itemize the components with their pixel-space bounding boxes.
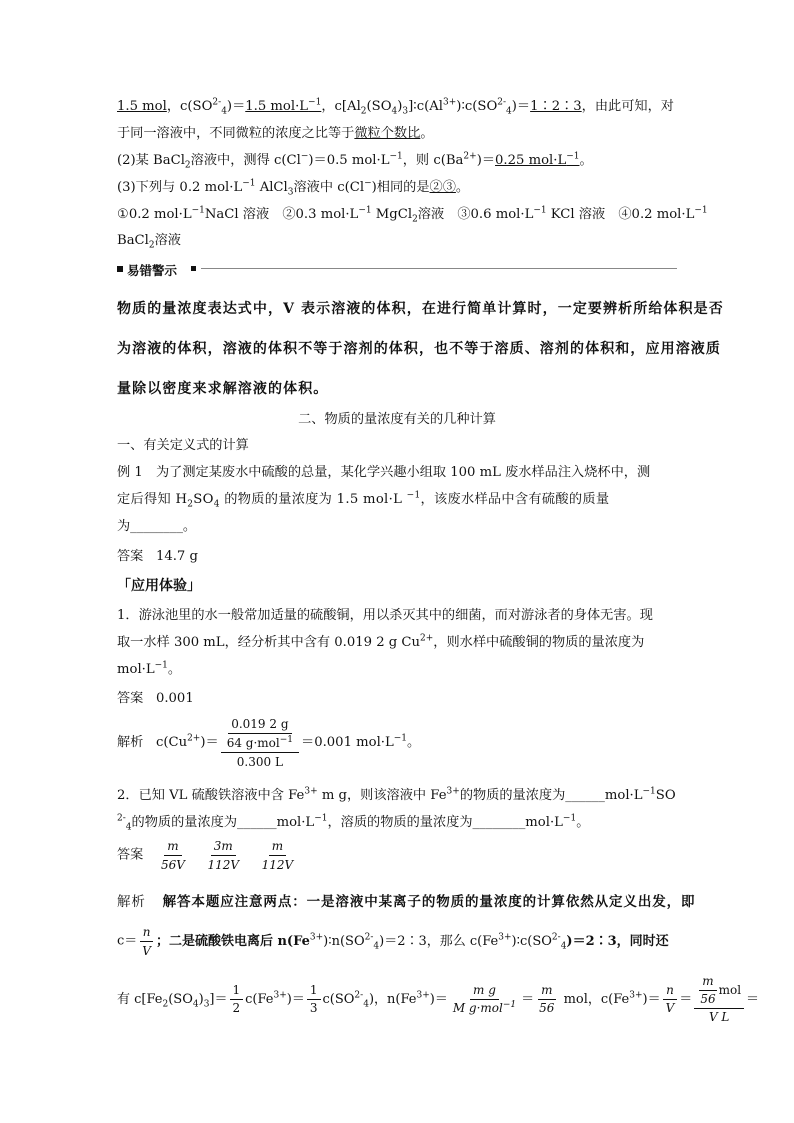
superscript: −1 [406, 490, 421, 501]
fraction [697, 974, 718, 1007]
subscript: 2 [412, 214, 418, 225]
text: m g，则该溶液中 Fe [317, 788, 447, 803]
warning-text-line: 为溶液的体积，溶液的体积不等于溶剂的体积，也不等于溶质、溶剂的体积和，应用溶液质 [117, 341, 721, 357]
fraction-numerator: m [538, 983, 555, 1000]
text: 1.5 mol·L [245, 99, 309, 114]
text: 定后得知 H [117, 492, 188, 507]
warning-label: 易错警示 [127, 263, 178, 278]
fraction-denominator: 112V [261, 858, 294, 872]
warning-text-line: 量除以密度来求解溶液的体积。 [117, 381, 329, 397]
analysis-label: 解析 [117, 735, 144, 750]
text: 溶液中，测得 c(Cl [190, 153, 301, 168]
text: NaCl 溶液 ②0.3 mol·L [204, 207, 359, 222]
fraction-denominator: 0.300 L [236, 755, 283, 769]
text: 有 c[Fe [117, 992, 163, 1007]
superscript: 3+ [304, 786, 318, 797]
text: (2)某 BaCl [117, 153, 185, 168]
superscript: −1 [308, 97, 322, 108]
warning-text-line: 物质的量浓度表达式中，V 表示溶液的体积，在进行简单计算时，一定要辨析所给体积是否 [117, 301, 724, 317]
answer-value: 14.7 g [155, 549, 198, 564]
subscript: 4 [125, 822, 132, 833]
fraction [450, 983, 519, 1016]
superscript: −1 [642, 786, 656, 797]
superscript: −1 [694, 205, 708, 216]
text: ，c(SO [166, 99, 213, 114]
superscript: −1 [393, 733, 408, 744]
text: ①0.2 mol·L [117, 207, 192, 222]
text-line [117, 178, 469, 198]
text: SO [193, 492, 214, 507]
text: 。 [579, 153, 593, 168]
apply-header: 「应用体验」 [117, 578, 201, 594]
fraction-denominator: V L [708, 1010, 730, 1024]
text: KCl 溶液 ④0.2 mol·L [546, 207, 695, 222]
question-line [117, 633, 644, 653]
superscript: 3+ [629, 990, 643, 1001]
subscript: 2 [360, 106, 367, 117]
text: mol，c(Fe [559, 992, 630, 1007]
warning-header [117, 262, 677, 278]
superscript: − [364, 178, 372, 189]
text: 的物质的量浓度为 1.5 mol·L [219, 492, 407, 507]
subscript: 4 [192, 999, 199, 1010]
text: )＝ [476, 153, 496, 168]
subscript: 3 [287, 187, 294, 198]
question-line: 1．游泳池里的水一般常加适量的硫酸铜，用以杀灭其中的细菌，而对游泳者的身体无害。现 [117, 608, 653, 623]
text: )＝ [642, 992, 661, 1007]
superscript: 2- [551, 932, 561, 943]
square-bullet-icon [117, 266, 123, 272]
fraction-numerator: n [140, 924, 154, 942]
text: 。 [167, 662, 182, 677]
text: 的物质的量浓度为______mol·L [131, 815, 315, 830]
superscript: −1 [242, 178, 256, 189]
fraction-numerator: 0.019 2 g [228, 716, 291, 734]
superscript: −1 [389, 151, 403, 162]
text: )＝0.5 mol·L [308, 153, 390, 168]
fraction-denominator: 2 [232, 1001, 241, 1015]
superscript: 2- [364, 932, 374, 943]
text: 溶液 ③0.6 mol·L [417, 207, 534, 222]
text: ＝ [679, 992, 693, 1007]
subscript: 4 [506, 106, 512, 117]
subsection-title: 一、有关定义式的计算 [117, 438, 249, 453]
fraction-numerator: m g [470, 983, 499, 1000]
subscript: 4 [221, 106, 227, 117]
text: )∶c(SO [511, 933, 552, 949]
example-line: 为________。 [117, 519, 197, 534]
text: 。 [420, 126, 434, 141]
superscript: −1 [279, 735, 294, 745]
text-line [117, 97, 674, 117]
text: ，则 c(Ba [402, 153, 464, 168]
text: ) [397, 99, 403, 114]
unit: mol [718, 983, 742, 997]
fraction-denominator: 56 [700, 992, 716, 1006]
fraction [307, 983, 321, 1016]
text: 的物质的量浓度为______mol·L [459, 788, 643, 803]
text: )∶c(SO [456, 99, 498, 114]
superscript: 2+ [187, 733, 201, 744]
text: ) [198, 992, 204, 1007]
text: ，c[Al [321, 99, 361, 114]
text: )＝2∶3，那么 c(Fe [379, 933, 499, 949]
text: )相同的是 [371, 180, 430, 195]
fraction-numerator [221, 716, 299, 753]
fraction-denominator: V [665, 1001, 675, 1015]
text-line [117, 205, 708, 225]
question-line [117, 813, 589, 833]
text: )＝ [226, 99, 246, 114]
fraction-numerator: 3m [211, 838, 236, 856]
fraction [224, 716, 296, 751]
text: )＝ [286, 992, 305, 1007]
text: c(Fe [245, 992, 274, 1007]
fraction-denominator [450, 1000, 519, 1016]
analysis-label: 解析 [117, 894, 146, 910]
subscript: 4 [213, 499, 220, 510]
text: ，由此可知，对 [581, 99, 674, 114]
text: )＝ [511, 99, 531, 114]
subscript: 2 [187, 499, 194, 510]
analysis-line [117, 974, 759, 1025]
fraction [204, 838, 242, 873]
analysis-line [117, 890, 695, 910]
section-title: 二、物质的量浓度有关的几种计算 [298, 412, 496, 427]
fraction-numerator: 1 [230, 983, 244, 1000]
square-bullet-icon [191, 266, 196, 271]
text: MgCl [371, 207, 413, 222]
text: 解答本题应注意两点：一是溶液中某离子的物质的量浓度的计算依然从定义出发，即 [162, 894, 696, 910]
text: (3)下列与 0.2 mol·L [117, 180, 243, 195]
text: ]∶c(Al [408, 99, 444, 114]
text: 0.25 mol·L [495, 153, 567, 168]
superscript: 3+ [309, 932, 324, 943]
text: 64 g·mol [226, 736, 280, 750]
subscript: 4 [391, 106, 398, 117]
answer-blank: 1∶2∶3 [530, 99, 582, 114]
fraction [536, 983, 557, 1016]
fraction [663, 983, 678, 1016]
superscript: 2- [117, 813, 126, 824]
superscript: −1 [191, 205, 205, 216]
answer-label: 答案 [117, 549, 144, 564]
text-line [117, 151, 593, 171]
superscript: −1 [154, 660, 168, 671]
superscript: 3+ [443, 97, 457, 108]
text-line [117, 124, 434, 144]
text: )，n(Fe [368, 992, 417, 1007]
superscript: 2+ [463, 151, 477, 162]
text: )＝2∶3，同时还 [566, 933, 669, 949]
text: 溶液 [154, 233, 181, 248]
fraction-denominator [224, 734, 296, 751]
subscript: 2 [184, 160, 191, 171]
text: )＝ [200, 735, 219, 750]
superscript: 2- [354, 990, 364, 1001]
text: ，溶质的物质的量浓度为________mol·L [327, 815, 563, 830]
fraction-numerator [694, 974, 744, 1009]
fraction [259, 838, 297, 873]
fraction [139, 924, 154, 959]
superscript: 2- [497, 97, 507, 108]
analysis-line [117, 716, 420, 770]
superscript: −1 [502, 1000, 517, 1010]
fraction-denominator: V [142, 944, 151, 958]
text-line [117, 231, 181, 251]
answer-line [117, 689, 194, 709]
text: SO [655, 788, 676, 803]
superscript: −1 [358, 205, 372, 216]
superscript: 2- [212, 97, 222, 108]
answer-blank [495, 153, 579, 168]
analysis-line [117, 924, 669, 959]
fraction-numerator: m [164, 838, 181, 856]
answer-blank: 微粒个数比 [354, 126, 421, 141]
text: ＝0.001 mol·L [301, 735, 394, 750]
text: ，则水样中硫酸铜的物质的量浓度为 [433, 635, 645, 650]
answer-blank [245, 99, 321, 114]
text: (SO [168, 992, 193, 1007]
question-line [117, 786, 676, 806]
fraction-numerator: m [699, 974, 716, 991]
subscript: 3 [402, 106, 409, 117]
text: (SO [366, 99, 392, 114]
answer-label: 答案 [117, 691, 144, 706]
text: 。 [455, 180, 470, 195]
answer-label: 答案 [117, 847, 144, 863]
superscript: −1 [566, 151, 580, 162]
text: 于同一溶液中，不同微粒的浓度之比等于 [117, 126, 355, 141]
superscript: − [300, 151, 309, 162]
subscript: 4 [560, 941, 567, 952]
question-line [117, 660, 181, 680]
text: ，该废水样品中含有硫酸的质量 [420, 492, 610, 507]
text: M g·mol [452, 1001, 503, 1015]
text: ；二是硫酸铁电离后 n(Fe [155, 933, 310, 949]
text: 。 [576, 815, 590, 830]
text: )＝ [429, 992, 448, 1007]
divider [201, 268, 677, 269]
superscript: −1 [314, 813, 328, 824]
fraction-denominator: 56 [539, 1001, 555, 1015]
fraction-denominator: 56V [160, 858, 185, 872]
text: 。 [407, 735, 421, 750]
example-line: 例 1 为了测定某废水中硫酸的总量，某化学兴趣小组取 100 mL 废水样品注入烧杯中，测 [117, 465, 651, 480]
superscript: 3+ [273, 990, 287, 1001]
subscript: 2 [148, 240, 155, 251]
subscript: 4 [373, 941, 380, 952]
text: 取一水样 300 mL，经分析其中含有 0.019 2 g Cu [117, 635, 421, 650]
fraction-denominator: 3 [309, 1001, 318, 1015]
text: )∶n(SO [323, 933, 365, 949]
fraction-denominator: 112V [207, 858, 240, 872]
superscript: 3+ [498, 932, 512, 943]
text: ＝ [746, 992, 760, 1007]
answer-blank: 1.5 mol [117, 99, 167, 114]
text: ]＝ [209, 992, 228, 1007]
text: c(SO [322, 992, 355, 1007]
text: BaCl [117, 233, 149, 248]
subscript: 3 [203, 999, 210, 1010]
fraction-numerator: n [663, 983, 677, 1000]
fraction [158, 838, 188, 873]
text: c(Cu [155, 735, 188, 750]
text: c＝ [117, 933, 138, 949]
text: ＝ [521, 992, 535, 1007]
answer-line [117, 547, 198, 567]
superscript: 3+ [446, 786, 460, 797]
answer-value: 0.001 [155, 691, 194, 706]
answer-blank: ②③ [429, 180, 456, 195]
subscript: 2 [162, 999, 169, 1010]
superscript: −1 [562, 813, 577, 824]
superscript: 3+ [416, 990, 430, 1001]
text: 溶液中 c(Cl [293, 180, 365, 195]
fraction [694, 974, 744, 1025]
fraction [221, 716, 299, 770]
example-line [117, 490, 609, 510]
fraction-numerator: m [269, 838, 286, 856]
text: AlCl [255, 180, 288, 195]
answer-line [117, 838, 298, 873]
text: mol·L [117, 662, 155, 677]
subscript: 4 [363, 999, 369, 1010]
text: 2．已知 VL 硫酸铁溶液中含 Fe [117, 788, 305, 803]
fraction-numerator: 1 [307, 983, 321, 1000]
superscript: 2+ [420, 633, 434, 644]
fraction [230, 983, 244, 1016]
superscript: −1 [533, 205, 547, 216]
